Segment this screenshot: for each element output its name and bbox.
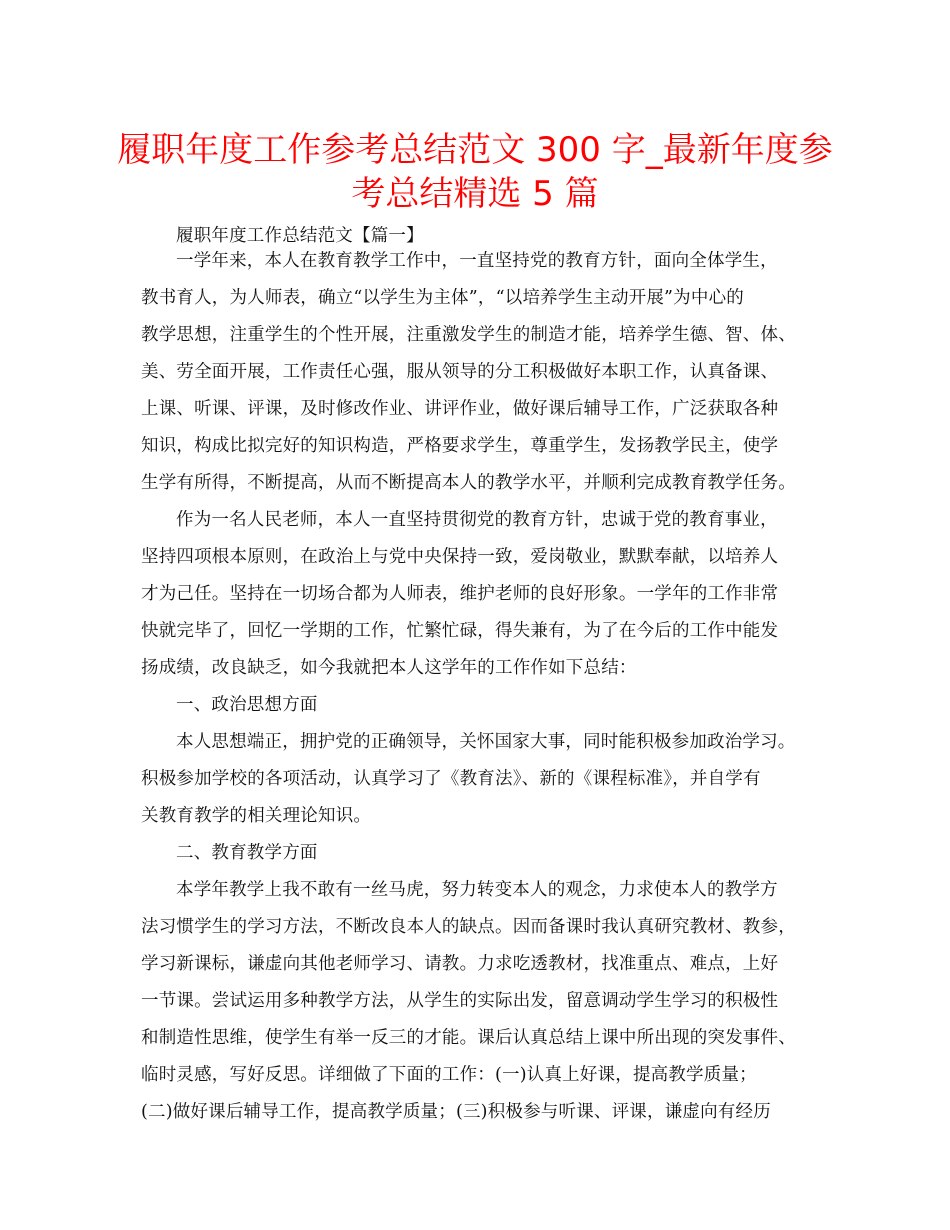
document-title-line-2: 考总结精选 5 篇 (351, 174, 599, 214)
section-heading-teaching: 二、教育教学方面 (176, 843, 318, 863)
document-title-line-1: 履职年度工作参考总结范文 300 字_最新年度参 (117, 130, 833, 170)
paragraph-line: 才为己任。坚持在一切场合都为人师表，维护老师的良好形象。一学年的工作非常 (141, 584, 779, 604)
paragraph-line: 和制造性思维，使学生有举一反三的才能。课后认真总结上课中所出现的突发事件、 (141, 1028, 796, 1048)
section-heading-part-1: 履职年度工作总结范文【篇一】 (176, 226, 424, 246)
paragraph-line: 教学思想，注重学生的个性开展，注重激发学生的制造才能，培养学生德、智、体、 (141, 325, 796, 345)
paragraph-line: 快就完毕了，回忆一学期的工作，忙繁忙碌，得失兼有，为了在今后的工作中能发 (141, 621, 779, 641)
paragraph-line: 法习惯学生的学习方法，不断改良本人的缺点。因而备课时我认真研究教材、教参， (141, 917, 796, 937)
paragraph-line: 知识，构成比拟完好的知识构造，严格要求学生，尊重学生，发扬教学民主，使学 (141, 436, 779, 456)
paragraph-line: 生学有所得，不断提高，从而不断提高本人的教学水平，并顺利完成教育教学任务。 (141, 473, 796, 493)
paragraph-line: 扬成绩，改良缺乏，如今我就把本人这学年的工作作如下总结： (141, 658, 637, 678)
section-heading-politics: 一、政治思想方面 (176, 695, 318, 715)
paragraph-line: 关教育教学的相关理论知识。 (141, 806, 372, 826)
paragraph-line: 美、劳全面开展，工作责任心强，服从领导的分工积极做好本职工作，认真备课、 (141, 362, 779, 382)
paragraph-line: 教书育人，为人师表，确立“以学生为主体”，“以培养学生主动开展”为中心的 (141, 288, 744, 308)
paragraph-line: (二)做好课后辅导工作，提高教学质量；(三)积极参与听课、评课，谦虚向有经历 (141, 1102, 771, 1122)
paragraph-line: 本人思想端正，拥护党的正确领导，关怀国家大事，同时能积极参加政治学习。 (176, 732, 796, 752)
paragraph-line: 临时灵感，写好反思。详细做了下面的工作：(一)认真上好课，提高教学质量； (141, 1065, 757, 1085)
paragraph-line: 作为一名人民老师，本人一直坚持贯彻党的教育方针，忠诚于党的教育事业， (176, 510, 778, 530)
paragraph-line: 本学年教学上我不敢有一丝马虎，努力转变本人的观念，力求使本人的教学方 (176, 880, 778, 900)
paragraph-line: 上课、听课、评课，及时修改作业、讲评作业，做好课后辅导工作，广泛获取各种 (141, 399, 779, 419)
paragraph-line: 一节课。尝试运用多种教学方法，从学生的实际出发，留意调动学生学习的积极性 (141, 991, 779, 1011)
paragraph-line: 坚持四项根本原则，在政治上与党中央保持一致，爱岗敬业，默默奉献，以培养人 (141, 547, 779, 567)
paragraph-line: 积极参加学校的各项活动，认真学习了《教育法》、新的《课程标准》，并自学有 (141, 769, 761, 789)
paragraph-line: 学习新课标，谦虚向其他老师学习、请教。力求吃透教材，找准重点、难点，上好 (141, 954, 779, 974)
paragraph-line: 一学年来，本人在教育教学工作中，一直坚持党的教育方针，面向全体学生， (176, 251, 778, 271)
